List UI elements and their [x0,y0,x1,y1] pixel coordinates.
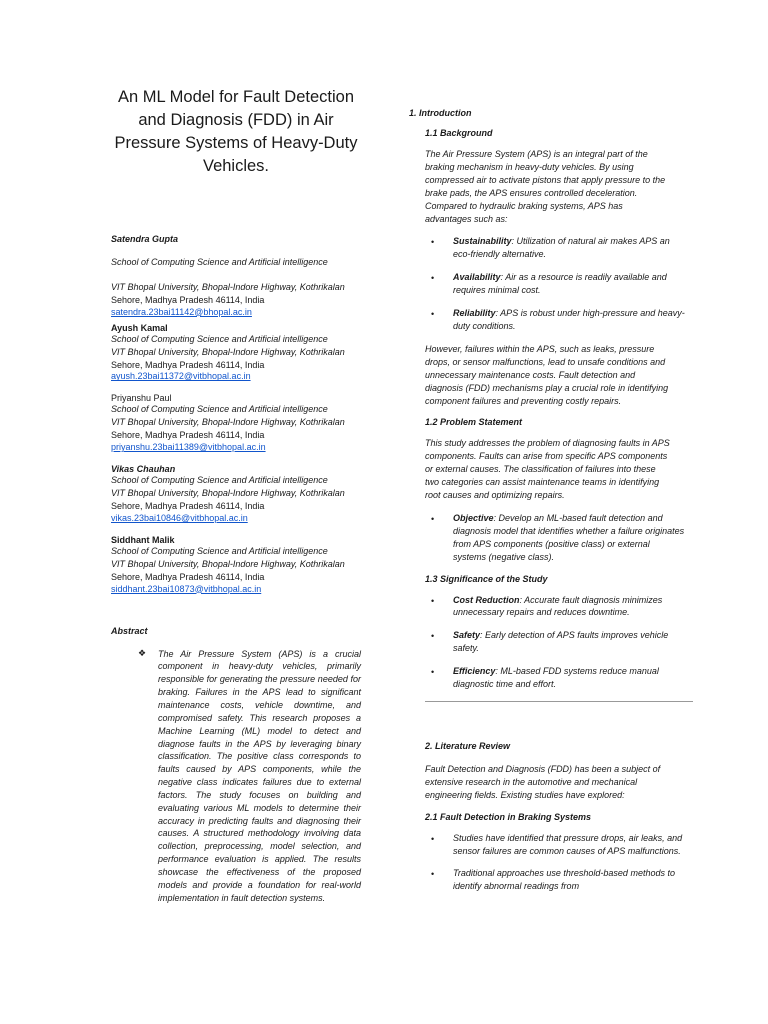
diamond-bullet-icon: ❖ [138,647,147,658]
list-item [409,832,685,858]
author-name: Satendra Gupta [111,234,179,244]
list-text: : Air as a resource is readily available and requires minimal cost. [453,272,667,296]
section-heading: 2. Literature Review [425,741,511,751]
author-name: Ayush Kamal [111,322,168,333]
bullet-icon: • [431,667,435,678]
list-text: : Develop an ML-based fault detection and diagnosis model that identifies whether a failure originates from APS components (positive class) or external systems (negative class). [453,512,685,562]
author-address: Sehore, Madhya Pradesh 46114, India [111,294,265,305]
bullet-icon: • [431,869,435,880]
author-address: VIT Bhopal University, Bhopal-Indore Highway, Kothrikalan [111,488,345,499]
list-text: Studies have identified that pressure drops, air leaks, and sensor failures are common causes of APS malfunctions. [453,832,683,856]
author-name: Priyanshu Paul [111,393,172,404]
bullet-icon: • [431,833,435,844]
author-address: Sehore, Madhya Pradesh 46114, India [111,359,265,370]
author-address: VIT Bhopal University, Bhopal-Indore Highway, Kothrikalan [111,346,345,357]
author-email-link[interactable]: vikas.23bai10846@vitbhopal.ac.in [111,512,248,523]
author-address: VIT Bhopal University, Bhopal-Indore Highway, Kothrikalan [111,281,345,292]
paragraph: However, failures within the APS, such as leaks, pressure drops, or sensor malfunctions, lead to unsafe conditions and unnecessary maintenance costs. Fault detection and diagnosis (FDD) mechanisms play a crucial role in identifying component failures and preventing costly repairs. [425,343,669,406]
list-text: : Utilization of natural air makes APS an eco-friendly alternative. [453,236,670,260]
author-name: Vikas Chauhan [111,464,176,475]
author-school: School of Computing Science and Artificial intelligence [111,404,328,415]
bullet-icon: • [431,513,435,524]
list-item [409,629,685,655]
list-text: Traditional approaches use threshold-based methods to identify abnormal readings from [453,868,675,892]
author-school: School of Computing Science and Artificial intelligence [111,475,328,486]
list-text: : Accurate fault diagnosis minimizes unnecessary repairs and reduces downtime. [453,594,663,618]
list-item [409,235,685,261]
list-item [409,271,685,297]
author-email-link[interactable]: ayush.23bai11372@vitbhopal.ac.in [111,371,251,382]
author-block [111,535,361,594]
subsection-heading: 2.1 Fault Detection in Braking Systems [425,811,592,822]
bullet-icon: • [431,631,435,642]
author-address: VIT Bhopal University, Bhopal-Indore Highway, Kothrikalan [111,558,345,569]
paragraph: This study addresses the problem of diagnosing faults in APS components. Faults can arise from specific APS components or external causes. The classification of failures into these two categories can assist maintenance teams in identifying root causes and optimizing repairs. [425,438,670,501]
abstract-heading: Abstract [111,625,148,636]
author-name: Siddhant Malik [111,534,175,545]
list-term: Sustainability [453,236,512,247]
bullet-icon: • [431,273,435,284]
paper-title: An ML Model for Fault Detection and Diagnosis (FDD) in Air Pressure Systems of Heavy-Duty Vehicles. [114,88,358,175]
bullet-icon: • [431,595,435,606]
abstract-item [111,648,361,905]
author-school: School of Computing Science and Artificial intelligence [111,333,328,344]
author-address: Sehore, Madhya Pradesh 46114, India [111,500,265,511]
list-term: Efficiency [453,666,496,677]
list-text: : ML-based FDD systems reduce manual diagnostic time and effort. [453,666,659,690]
author-email-link[interactable]: priyanshu.23bai11389@vitbhopal.ac.in [111,442,266,453]
author-address: Sehore, Madhya Pradesh 46114, India [111,430,265,441]
left-column [111,86,361,904]
author-email-link[interactable]: siddhant.23bai10873@vitbhopal.ac.in [111,583,262,594]
abstract-text: The Air Pressure System (APS) is a crucial component in heavy-duty vehicles, primarily responsible for generating the pressure needed for braking. Failures in the APS lead to significant maintenance costs, vehicle downtime, and compromised safety. This research proposes a Machine Learning (ML) model to detect and diagnose faults in the APS by leveraging binary classification. The positive class corresponds to faults caused by APS components, while the negative class indicates failures due to external factors. The study focuses on building and evaluating various ML models to determine their accuracy in predicting faults and diagnosing their causes. A structured methodology involving data collection, preprocessing, model selection, and performance evaluation is applied. The results showcase the effectiveness of the proposed models and provide a foundation for real-world implementation in fault detection systems. [158,648,361,903]
list-item [409,307,685,333]
list-item [409,867,685,893]
author-address: Sehore, Madhya Pradesh 46114, India [111,571,265,582]
list-item [409,594,685,620]
list-text: : APS is robust under high-pressure and heavy-duty conditions. [453,308,685,331]
bullet-icon: • [431,237,435,248]
author-email-link[interactable]: satendra.23bai11142@bhopal.ac.in [111,306,252,317]
list-term: Reliability [453,308,496,319]
list-term: Objective [453,512,494,523]
author-school: School of Computing Science and Artificial intelligence [111,545,328,556]
bullet-icon: • [431,309,435,320]
author-block [111,464,361,523]
list-text: : Early detection of APS faults improves vehicle safety. [453,630,669,654]
list-term: Availability [453,272,501,283]
paragraph: The Air Pressure System (APS) is an integral part of the braking mechanism in heavy-duty vehicles. By using compressed air to activate pistons that apply pressure to the brake pads, the APS ensures controlled deceleration. Compared to hydraulic braking systems, APS has advantages such as: [425,149,666,224]
right-column [409,108,695,893]
list-item [409,512,685,564]
paragraph: Fault Detection and Diagnosis (FDD) has been a subject of extensive research in the automotive and mechanical engineering fields. Existing studies have explored: [425,763,661,800]
list-term: Safety [453,630,481,641]
author-block [111,393,361,452]
section-heading: 1. Introduction [409,108,472,118]
author-school: School of Computing Science and Artificial intelligence [111,257,328,267]
list-term: Cost Reduction [453,594,520,605]
subsection-heading: 1.2 Problem Statement [425,417,523,428]
author-block [111,234,361,317]
list-item [409,665,685,691]
author-block [111,323,361,382]
subsection-heading: 1.1 Background [425,128,493,138]
subsection-heading: 1.3 Significance of the Study [425,573,548,584]
author-address: VIT Bhopal University, Bhopal-Indore Highway, Kothrikalan [111,417,345,428]
